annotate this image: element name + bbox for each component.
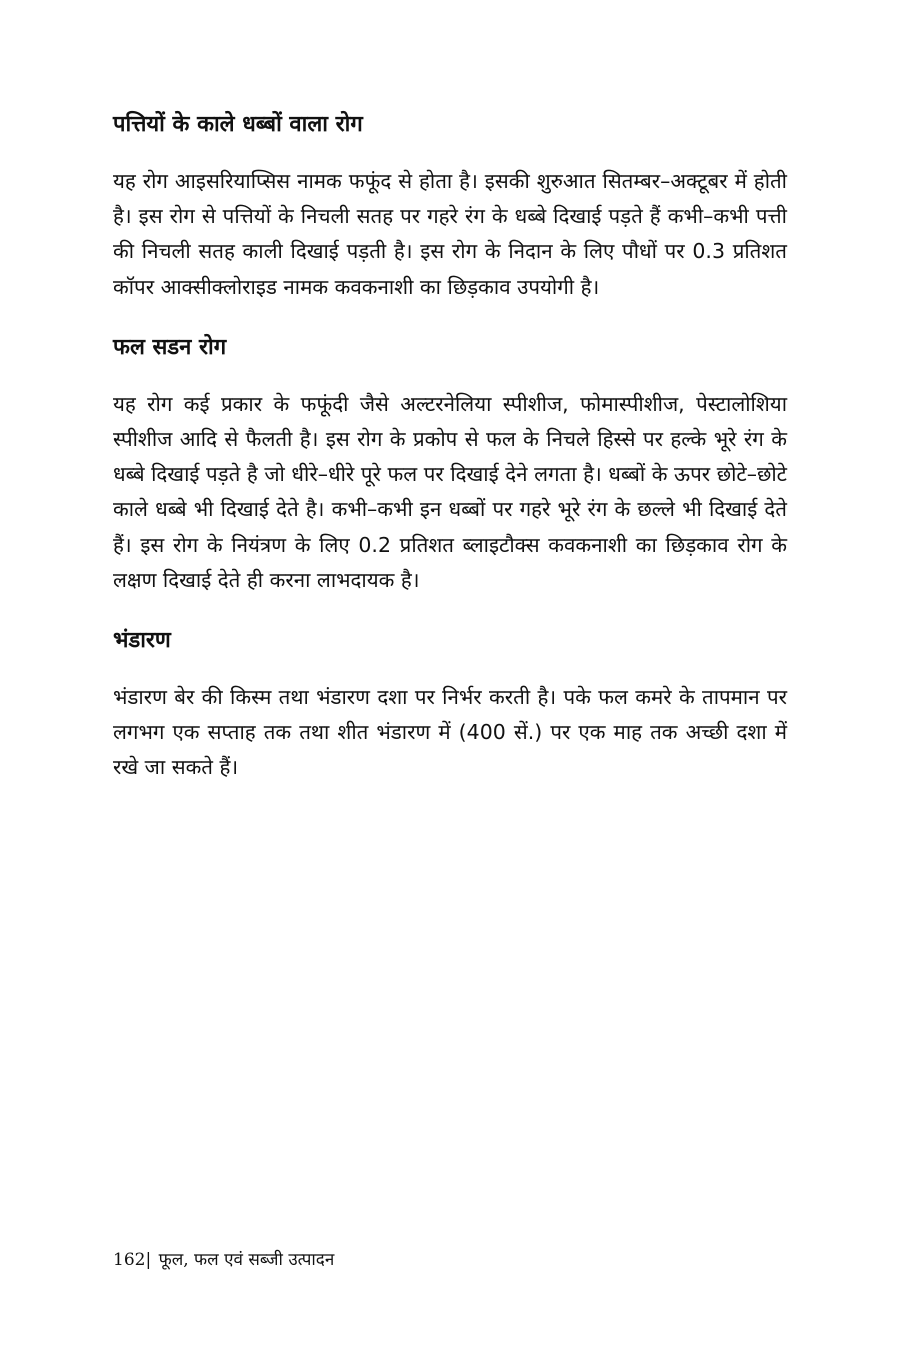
footer-separator: | (145, 1250, 152, 1270)
section-heading-leaf-black-spot: पत्तियों के काले धब्बों वाला रोग (113, 112, 363, 137)
section-paragraph-leaf-black-spot: यह रोग आइसरियाप्सिस नामक फफूंद से होता है। इसकी शुरुआत सितम्बर–अक्टूबर में होती है। इस रोग से पत्तियों के निचली सतह पर गहरे रंग के धब्बे दिखाई पड़ते हैं कभी–कभी पत्ती की निचली सतह काली दिखाई पड़ती है। इस रोग के निदान के लिए पौधों पर 0.3 प्रतिशत कॉपर आक्सीक्लोराइड नामक कवकनाशी का छिड़काव उपयोगी है। (113, 169, 787, 299)
book-title: फूल, फल एवं सब्जी उत्पादन (158, 1250, 335, 1270)
section-heading-storage: भंडारण (113, 628, 171, 654)
page-footer (113, 1248, 334, 1272)
section-paragraph-fruit-rot: यह रोग कई प्रकार के फफूंदी जैसे अल्टरनेलिया स्पीशीज, फोमास्पीशीज, पेस्टालोशिया स्पीशीज आदि से फैलती है। इस रोग के प्रकोप से फल के निचले हिस्से पर हल्के भूरे रंग के धब्बे दिखाई पड़ते है जो धीरे–धीरे पूरे फल पर दिखाई देने लगता है। धब्बों के ऊपर छोटे–छोटे काले धब्बे भी दिखाई देते है। कभी–कभी इन धब्बों पर गहरे भूरे रंग के छल्ले भी दिखाई देते हैं। इस रोग के नियंत्रण के लिए 0.2 प्रतिशत ब्लाइटौक्स कवकनाशी का छिड़काव रोग के लक्षण दिखाई देते ही करना लाभदायक है। (113, 391, 787, 592)
page-content (113, 108, 787, 812)
page-number: 162 (113, 1250, 146, 1270)
section-paragraph-storage: भंडारण बेर की किस्म तथा भंडारण दशा पर निर्भर करती है। पके फल कमरे के तापमान पर लगभग एक सप्ताह तक तथा शीत भंडारण में (400 सें.) पर एक माह तक अच्छी दशा में रखे जा सकते हैं। (113, 685, 787, 780)
section-heading-fruit-rot: फल सडन रोग (113, 334, 227, 360)
